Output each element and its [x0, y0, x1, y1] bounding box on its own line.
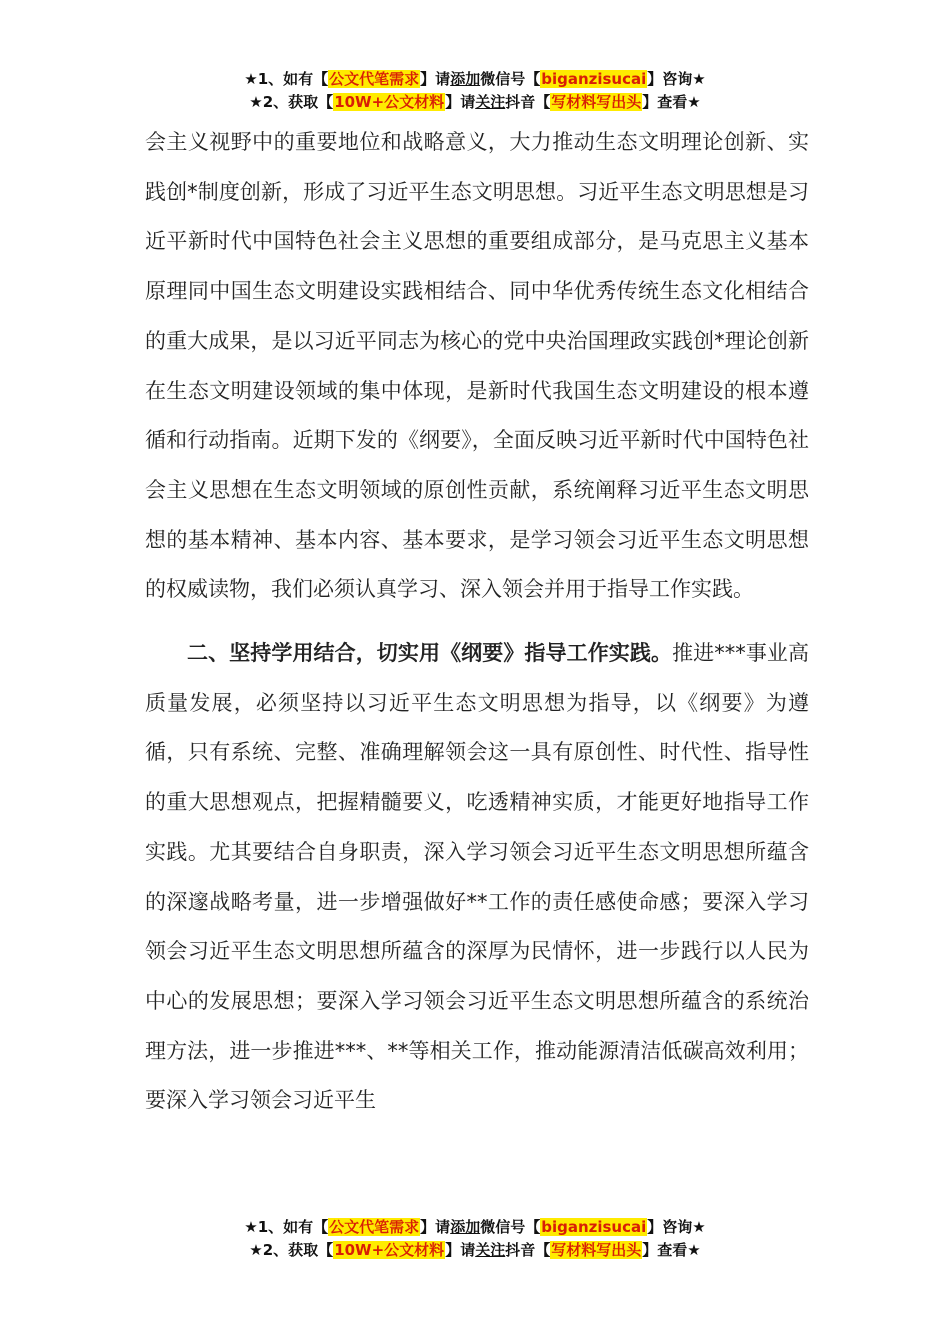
paragraph-2 — [145, 629, 809, 1126]
section-heading: 二、坚持学用结合，切实用《纲要》指导工作实践。 — [187, 641, 673, 666]
underlined-follow: 关注 — [475, 1241, 506, 1259]
highlight-materials: 10W+公文材料 — [334, 1241, 445, 1259]
underlined-add: 添加 — [450, 70, 481, 88]
highlight-wechat-id: biganzisucai — [541, 1218, 647, 1236]
header-banner — [0, 68, 950, 114]
highlight-wechat-id: biganzisucai — [541, 70, 647, 88]
banner-line-1: ★1、如有【公文代笔需求】请添加微信号【biganzisucai】咨询★ — [244, 1218, 706, 1236]
banner-line-1: ★1、如有【公文代笔需求】请添加微信号【biganzisucai】咨询★ — [244, 70, 706, 88]
highlight-douyin-account: 写材料写出头 — [551, 93, 642, 111]
banner-line-2: ★2、获取【10W+公文材料】请关注抖音【写材料写出头】查看★ — [249, 93, 701, 111]
document-body — [145, 118, 809, 1126]
highlight-ghostwriting: 公文代笔需求 — [329, 70, 420, 88]
paragraph-1: 会主义视野中的重要地位和战略意义，大力推动生态文明理论创新、实践创*制度创新，形成了习近平生态文明思想。习近平生态文明思想是习近平新时代中国特色社会主义思想的重要组成部分，是马克思主义基本原理同中国生态文明建设实践相结合、同中华优秀传统生态文化相结合的重大成果，是以习近平同志为核心的党中央治国理政实践创*理论创新在生态文明建设领域的集中体现，是新时代我国生态文明建设的根本遵循和行动指南。近期下发的《纲要》，全面反映习近平新时代中国特色社会主义思想在生态文明领域的原创性贡献，系统阐释习近平生态文明思想的基本精神、基本内容、基本要求，是学习领会习近平生态文明思想的权威读物，我们必须认真学习、深入领会并用于指导工作实践。 — [145, 130, 809, 602]
highlight-materials: 10W+公文材料 — [334, 93, 445, 111]
banner-line-2: ★2、获取【10W+公文材料】请关注抖音【写材料写出头】查看★ — [249, 1241, 701, 1259]
highlight-ghostwriting: 公文代笔需求 — [329, 1218, 420, 1236]
underlined-follow: 关注 — [475, 93, 506, 111]
footer-banner — [0, 1216, 950, 1262]
paragraph-2-text: 推进***事业高质量发展，必须坚持以习近平生态文明思想为指导，以《纲要》为遵循，只有系统、完整、准确理解领会这一具有原创性、时代性、指导性的重大思想观点，把握精髓要义，吃透精神实质，才能更好地指导工作实践。尤其要结合自身职责，深入学习领会习近平生态文明思想所蕴含的深邃战略考量，进一步增强做好**工作的责任感使命感；要深入学习领会习近平生态文明思想所蕴含的深厚为民情怀，进一步践行以人民为中心的发展思想；要深入学习领会习近平生态文明思想所蕴含的系统治理方法，进一步推进***、**等相关工作，推动能源清洁低碳高效利用；要深入学习领会习近平生 — [145, 641, 810, 1113]
underlined-add: 添加 — [450, 1218, 481, 1236]
highlight-douyin-account: 写材料写出头 — [551, 1241, 642, 1259]
